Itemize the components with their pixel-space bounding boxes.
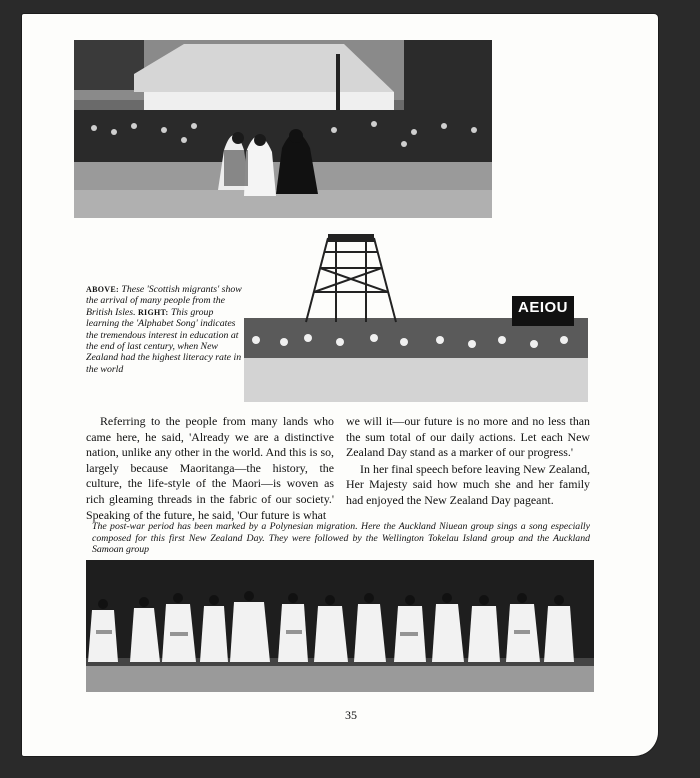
caption-above-label: ABOVE: bbox=[86, 285, 119, 294]
body-paragraph: Referring to the people from many lands who came here, he said, 'Already we are a distinctive nation, unlike any other in the world. And this is so, largely because Maoritanga—the history, the culture, the life-style of the Maori—is woven as rich gleaming threads in the fabric of our society.' Speaking of the future, he said, 'Our future is what bbox=[86, 414, 334, 522]
photo-niuean-group bbox=[86, 560, 594, 692]
aeiou-banner-text: AEIOU bbox=[517, 299, 568, 316]
wide-caption: The post-war period has been marked by a Polynesian migration. Here the Auckland Niuean group sings a song especially composed for this first New Zealand Day. They were followed by the Wellington Tokelau Island group and the Auckland Samoan group bbox=[92, 521, 590, 556]
body-column-right bbox=[346, 414, 590, 509]
body-paragraph: In her final speech before leaving New Zealand, Her Majesty said how much she and her family had enjoyed the New Zealand Day pageant. bbox=[346, 461, 590, 507]
side-caption bbox=[86, 284, 242, 375]
photo-alphabet-song bbox=[244, 230, 588, 402]
body-column-left bbox=[86, 414, 334, 523]
page-number: 35 bbox=[345, 708, 357, 722]
caption-right-label: RIGHT: bbox=[137, 307, 169, 317]
body-paragraph: we will it—our future is no more and no less than the sum total of our daily actions. Let each New Zealand Day stand as a marker of our progress.' bbox=[346, 414, 590, 460]
caption-right-text: This group learning the 'Alphabet Song' indicates the tremendous interest in education at the end of last century, when New Zealand had the highest literacy rate in the world bbox=[86, 306, 242, 375]
photo-scottish-migrants bbox=[74, 40, 492, 218]
caption-above-text: These 'Scottish migrants' show the arrival of many people from the British Isles. bbox=[86, 284, 242, 318]
